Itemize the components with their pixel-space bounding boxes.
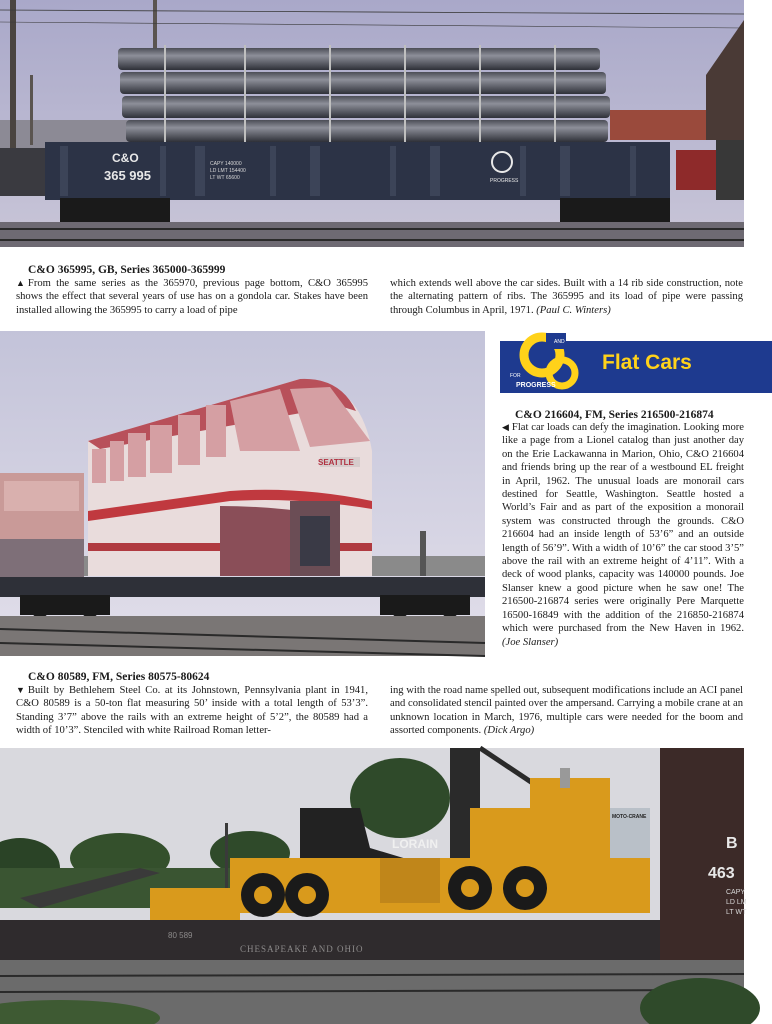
logo-progress-text: PROGRESS: [516, 382, 556, 389]
boxcar-letter: B: [726, 835, 738, 852]
section-banner-flat-cars: [500, 341, 772, 393]
photo-monorail-216604: [0, 331, 485, 656]
caption-365995-col1: [16, 277, 368, 317]
boxcar-number: 463: [708, 865, 735, 882]
caption-365995-col2: [390, 277, 743, 317]
gondola-reporting-mark: C&O: [112, 151, 139, 165]
caption-title-365995: C&O 365995, GB, Series 365000-365999: [28, 264, 226, 276]
triangle-down-icon: ▼: [16, 685, 25, 695]
caption-title-216604: C&O 216604, FM, Series 216500-216874: [515, 409, 714, 421]
photo-crane-80589: [0, 748, 747, 1024]
co-for-progress-logo-icon: [506, 329, 596, 393]
caption-216604-body: [502, 421, 744, 649]
caption-title-80589: C&O 80589, FM, Series 80575-80624: [28, 671, 210, 683]
monorail-label: SEATTLE: [318, 458, 354, 467]
gondola-stencil-2: LD LMT 154400: [210, 168, 246, 174]
caption-80589-text-2: ing with the road name spelled out, subsequent modifications include an ACI panel and consolidated stencil painted over the ampersand. Carrying a mobile crane at an unknown location in March, 1976, multiple cars were needed for the boom and assorted components.: [390, 685, 743, 737]
cab-plate: MOTO-CRANE: [612, 814, 647, 820]
caption-80589-col2: [390, 684, 743, 738]
caption-80589-col1: [16, 684, 368, 738]
caption-365995-text-2: which extends well above the car sides. Built with a 14 rib side construction, note the alternating pattern of ribs. The 365995 and its load of pipe were passing through Columbus in April, 1971.: [390, 278, 743, 316]
photo-gondola-365995: [0, 0, 744, 247]
boxcar-stencil-3: LT WT: [726, 909, 747, 916]
triangle-left-icon: ◀: [502, 422, 509, 432]
triangle-up-icon: ▲: [16, 278, 25, 288]
crane-brand: LORAIN: [392, 837, 438, 851]
gondola-herald-text: PROGRESS: [490, 178, 519, 184]
boxcar-stencil-2: LD LM: [726, 899, 747, 906]
gondola-stencil-1: CAPY 140000: [210, 161, 242, 167]
photo-credit-winters: (Paul C. Winters): [536, 304, 611, 316]
logo-for-text: FOR: [510, 373, 521, 379]
photo-credit-slanser: (Joe Slanser): [502, 636, 559, 648]
section-title: Flat Cars: [602, 351, 692, 374]
flatcar-number: 80 589: [168, 931, 193, 940]
caption-80589-text-1: Built by Bethlehem Steel Co. at its Johnstown, Pennsylvania plant in 1941, C&O 80589 is a 50-ton flat measuring 50’ inside with a total length of 53’3”. Standing 3’7” above the rails with an extreme height of 5’2”, the 80589 had a width of 10’3”. Stenciled with white Railroad Roman letter-: [16, 685, 368, 737]
caption-365995-text-1: From the same series as the 365970, previous page bottom, C&O 365995 shows the effect that several years of use has on a gondola car. Stakes have been installed allowing the 365995 to carry a load of pipe: [16, 278, 368, 316]
gondola-number: 365 995: [104, 168, 151, 183]
boxcar-stencil-1: CAPY: [726, 889, 746, 896]
caption-216604-text: Flat car loads can defy the imagination. Looking more like a page from a Lionel catalog than just another day on the Erie Lackawanna in Marion, Ohio, C&O 216604 and friends bring up the rear of a westbound EL freight in April, 1962. The unusual loads are monorail cars destined for Seattle, Washington. Seattle hosted a World’s Fair and as part of the exposition a monorail system was constructed through the grounds. C&O 216604 had an inside length of 53’6” and an outside length of 56’9”. With a width of 10’6” the car stood 3’5” above the rail with an extreme height of 4’11”. With a deck of wood planks, capacity was 140000 pounds. Joe Slanser knew a good picture when he saw one! The 216500-216874 series were originally Pere Marquette 16500-16849 with the addition of the 216850-216874 which were purchased from the New Haven in 1962.: [502, 422, 744, 635]
photo-credit-argo: (Dick Argo): [483, 725, 535, 737]
gondola-stencil-3: LT WT 65600: [210, 175, 240, 181]
logo-and-text: AND: [554, 339, 565, 345]
flatcar-road-name: CHESAPEAKE AND OHIO: [240, 944, 364, 954]
